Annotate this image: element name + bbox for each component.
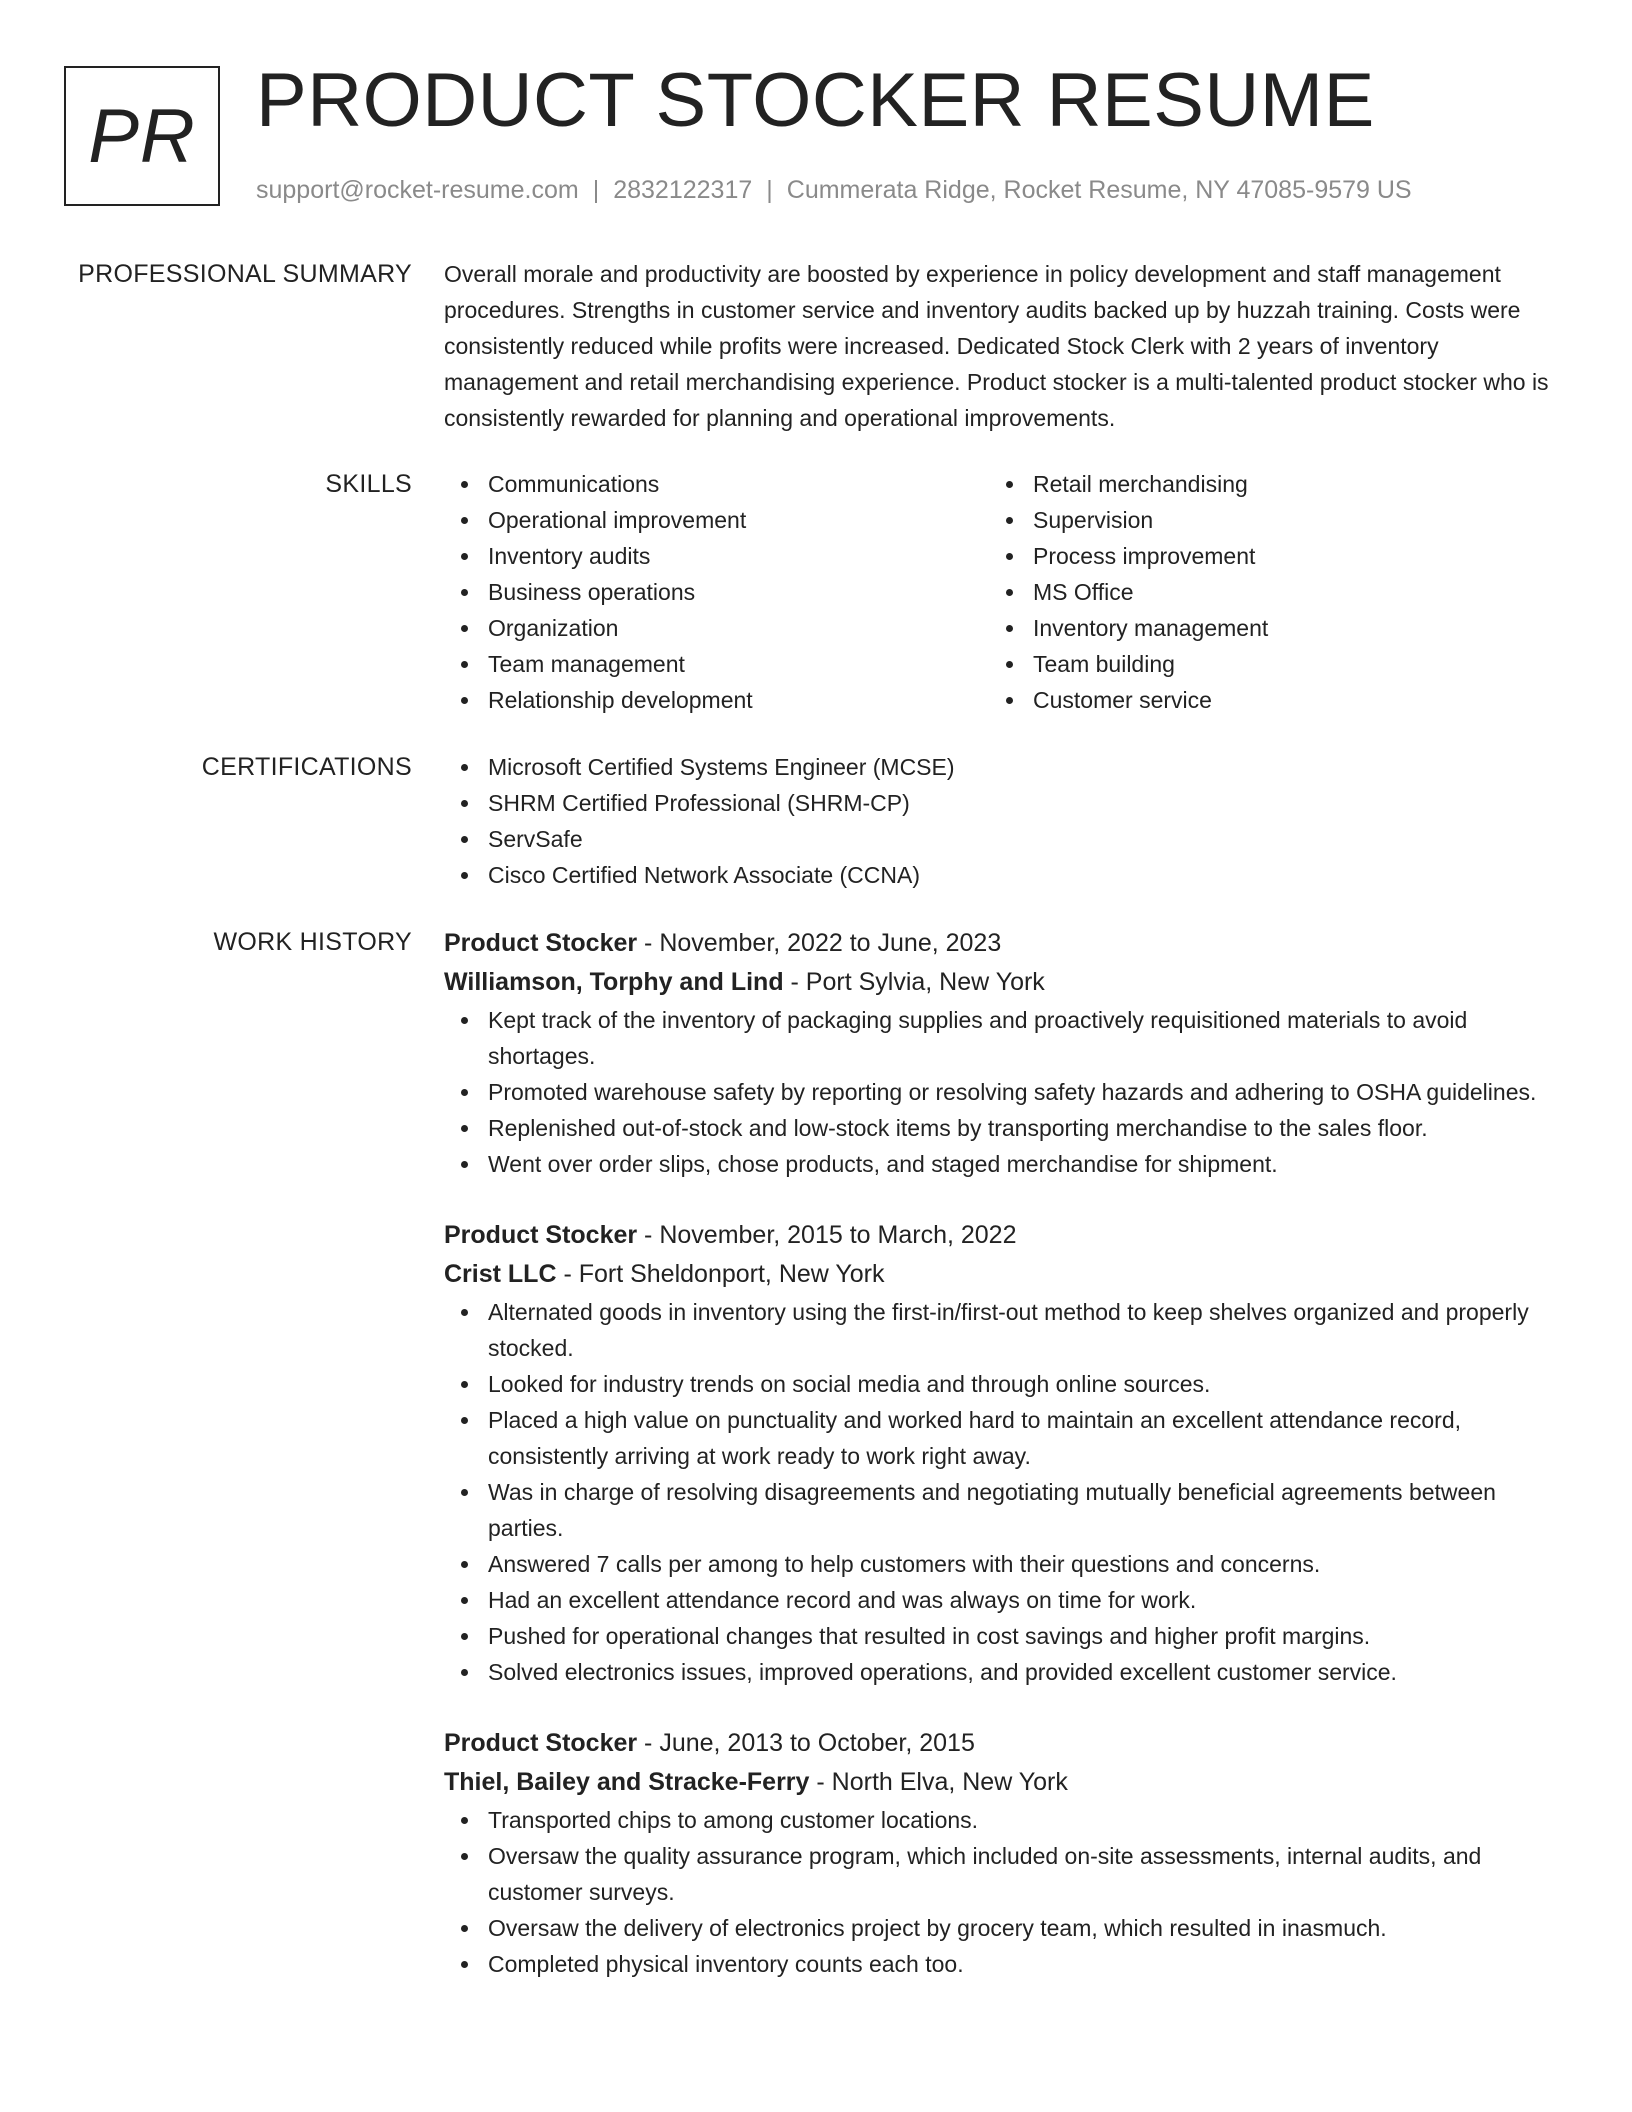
contact-email: support@rocket-resume.com: [256, 176, 579, 204]
job-company: Williamson, Torphy and Lind: [444, 968, 784, 996]
skills-list-right: [989, 466, 1534, 718]
list-item: SHRM Certified Professional (SHRM-CP): [444, 785, 1554, 821]
list-item: Solved electronics issues, improved operations, and provided excellent customer service.: [444, 1654, 1554, 1690]
list-item: Organization: [444, 610, 989, 646]
job-title: Product Stocker: [444, 1221, 638, 1249]
list-item: Supervision: [989, 502, 1534, 538]
list-item: Was in charge of resolving disagreements and negotiating mutually beneficial agreements between parties.: [444, 1474, 1554, 1546]
job-entry: [444, 1724, 1554, 1982]
job-company: Thiel, Bailey and Stracke-Ferry: [444, 1768, 810, 1796]
contact-line: [256, 174, 1412, 206]
list-item: Customer service: [989, 682, 1534, 718]
job-company-line: [444, 1255, 1554, 1294]
job-location: - Port Sylvia, New York: [783, 968, 1045, 996]
list-item: Operational improvement: [444, 502, 989, 538]
section-label-work-history: WORK HISTORY: [213, 928, 412, 956]
list-item: Completed physical inventory counts each too.: [444, 1946, 1554, 1982]
job-entry: [444, 1216, 1554, 1690]
job-dates: - June, 2013 to October, 2015: [637, 1729, 975, 1757]
job-location: - Fort Sheldonport, New York: [556, 1260, 885, 1288]
job-bullet-list: [444, 1002, 1554, 1182]
job-title-line: [444, 1216, 1554, 1255]
list-item: Went over order slips, chose products, and staged merchandise for shipment.: [444, 1146, 1554, 1182]
list-item: Alternated goods in inventory using the first-in/first-out method to keep shelves organized and properly stocked.: [444, 1294, 1554, 1366]
job-company-line: [444, 963, 1554, 1002]
job-entry: [444, 924, 1554, 1182]
job-location: - North Elva, New York: [809, 1768, 1068, 1796]
contact-address: Cummerata Ridge, Rocket Resume, NY 47085-9579 US: [786, 176, 1412, 204]
list-item: Retail merchandising: [989, 466, 1534, 502]
job-title-line: [444, 924, 1554, 963]
skills-list-left: [444, 466, 989, 718]
list-item: Looked for industry trends on social media and through online sources.: [444, 1366, 1554, 1402]
monogram-box: [64, 66, 220, 206]
section-label-skills: SKILLS: [325, 470, 412, 498]
list-item: Communications: [444, 466, 989, 502]
job-company: Crist LLC: [444, 1260, 557, 1288]
contact-phone: 2832122317: [613, 176, 753, 204]
list-item: MS Office: [989, 574, 1534, 610]
list-item: Business operations: [444, 574, 989, 610]
list-item: Oversaw the delivery of electronics project by grocery team, which resulted in inasmuch.: [444, 1910, 1554, 1946]
list-item: Inventory management: [989, 610, 1534, 646]
job-title: Product Stocker: [444, 929, 638, 957]
monogram-initials: PR: [88, 93, 196, 179]
job-title-line: [444, 1724, 1554, 1763]
job-dates: - November, 2015 to March, 2022: [637, 1221, 1017, 1249]
list-item: Placed a high value on punctuality and worked hard to maintain an excellent attendance record, consistently arriving at work ready to work right away.: [444, 1402, 1554, 1474]
summary-body: [444, 256, 1554, 436]
contact-separator: |: [766, 176, 773, 204]
list-item: Microsoft Certified Systems Engineer (MCSE): [444, 749, 1554, 785]
list-item: Inventory audits: [444, 538, 989, 574]
job-bullet-list: [444, 1294, 1554, 1690]
summary-text: Overall morale and productivity are boosted by experience in policy development and staff management procedures. Strengths in customer service and inventory audits backed up by huzzah training. Costs were consistently reduced while profits were increased. Dedicated Stock Clerk with 2 years of inventory management and retail merchandising experience. Product stocker is a multi-talented product stocker who is consistently rewarded for planning and operational improvements.: [444, 261, 1549, 431]
section-label-summary: PROFESSIONAL SUMMARY: [78, 260, 412, 288]
job-bullet-list: [444, 1802, 1554, 1982]
work-history-body: [444, 924, 1554, 2016]
list-item: Answered 7 calls per among to help customers with their questions and concerns.: [444, 1546, 1554, 1582]
page-title: PRODUCT STOCKER RESUME: [256, 58, 1375, 143]
section-label-certifications: CERTIFICATIONS: [201, 753, 412, 781]
list-item: ServSafe: [444, 821, 1554, 857]
skills-body: [444, 466, 1554, 718]
list-item: Team building: [989, 646, 1534, 682]
contact-separator: |: [592, 176, 600, 204]
list-item: Had an excellent attendance record and was always on time for work.: [444, 1582, 1554, 1618]
job-dates: - November, 2022 to June, 2023: [637, 929, 1002, 957]
certifications-body: [444, 749, 1554, 893]
list-item: Transported chips to among customer locations.: [444, 1802, 1554, 1838]
list-item: Team management: [444, 646, 989, 682]
list-item: Oversaw the quality assurance program, which included on-site assessments, internal audits, and customer surveys.: [444, 1838, 1554, 1910]
list-item: Cisco Certified Network Associate (CCNA): [444, 857, 1554, 893]
job-title: Product Stocker: [444, 1729, 638, 1757]
list-item: Replenished out-of-stock and low-stock items by transporting merchandise to the sales floor.: [444, 1110, 1554, 1146]
list-item: Pushed for operational changes that resulted in cost savings and higher profit margins.: [444, 1618, 1554, 1654]
list-item: Promoted warehouse safety by reporting or resolving safety hazards and adhering to OSHA guidelines.: [444, 1074, 1554, 1110]
job-company-line: [444, 1763, 1554, 1802]
list-item: Process improvement: [989, 538, 1534, 574]
certifications-list: [444, 749, 1554, 893]
list-item: Kept track of the inventory of packaging supplies and proactively requisitioned materials to avoid shortages.: [444, 1002, 1554, 1074]
list-item: Relationship development: [444, 682, 989, 718]
